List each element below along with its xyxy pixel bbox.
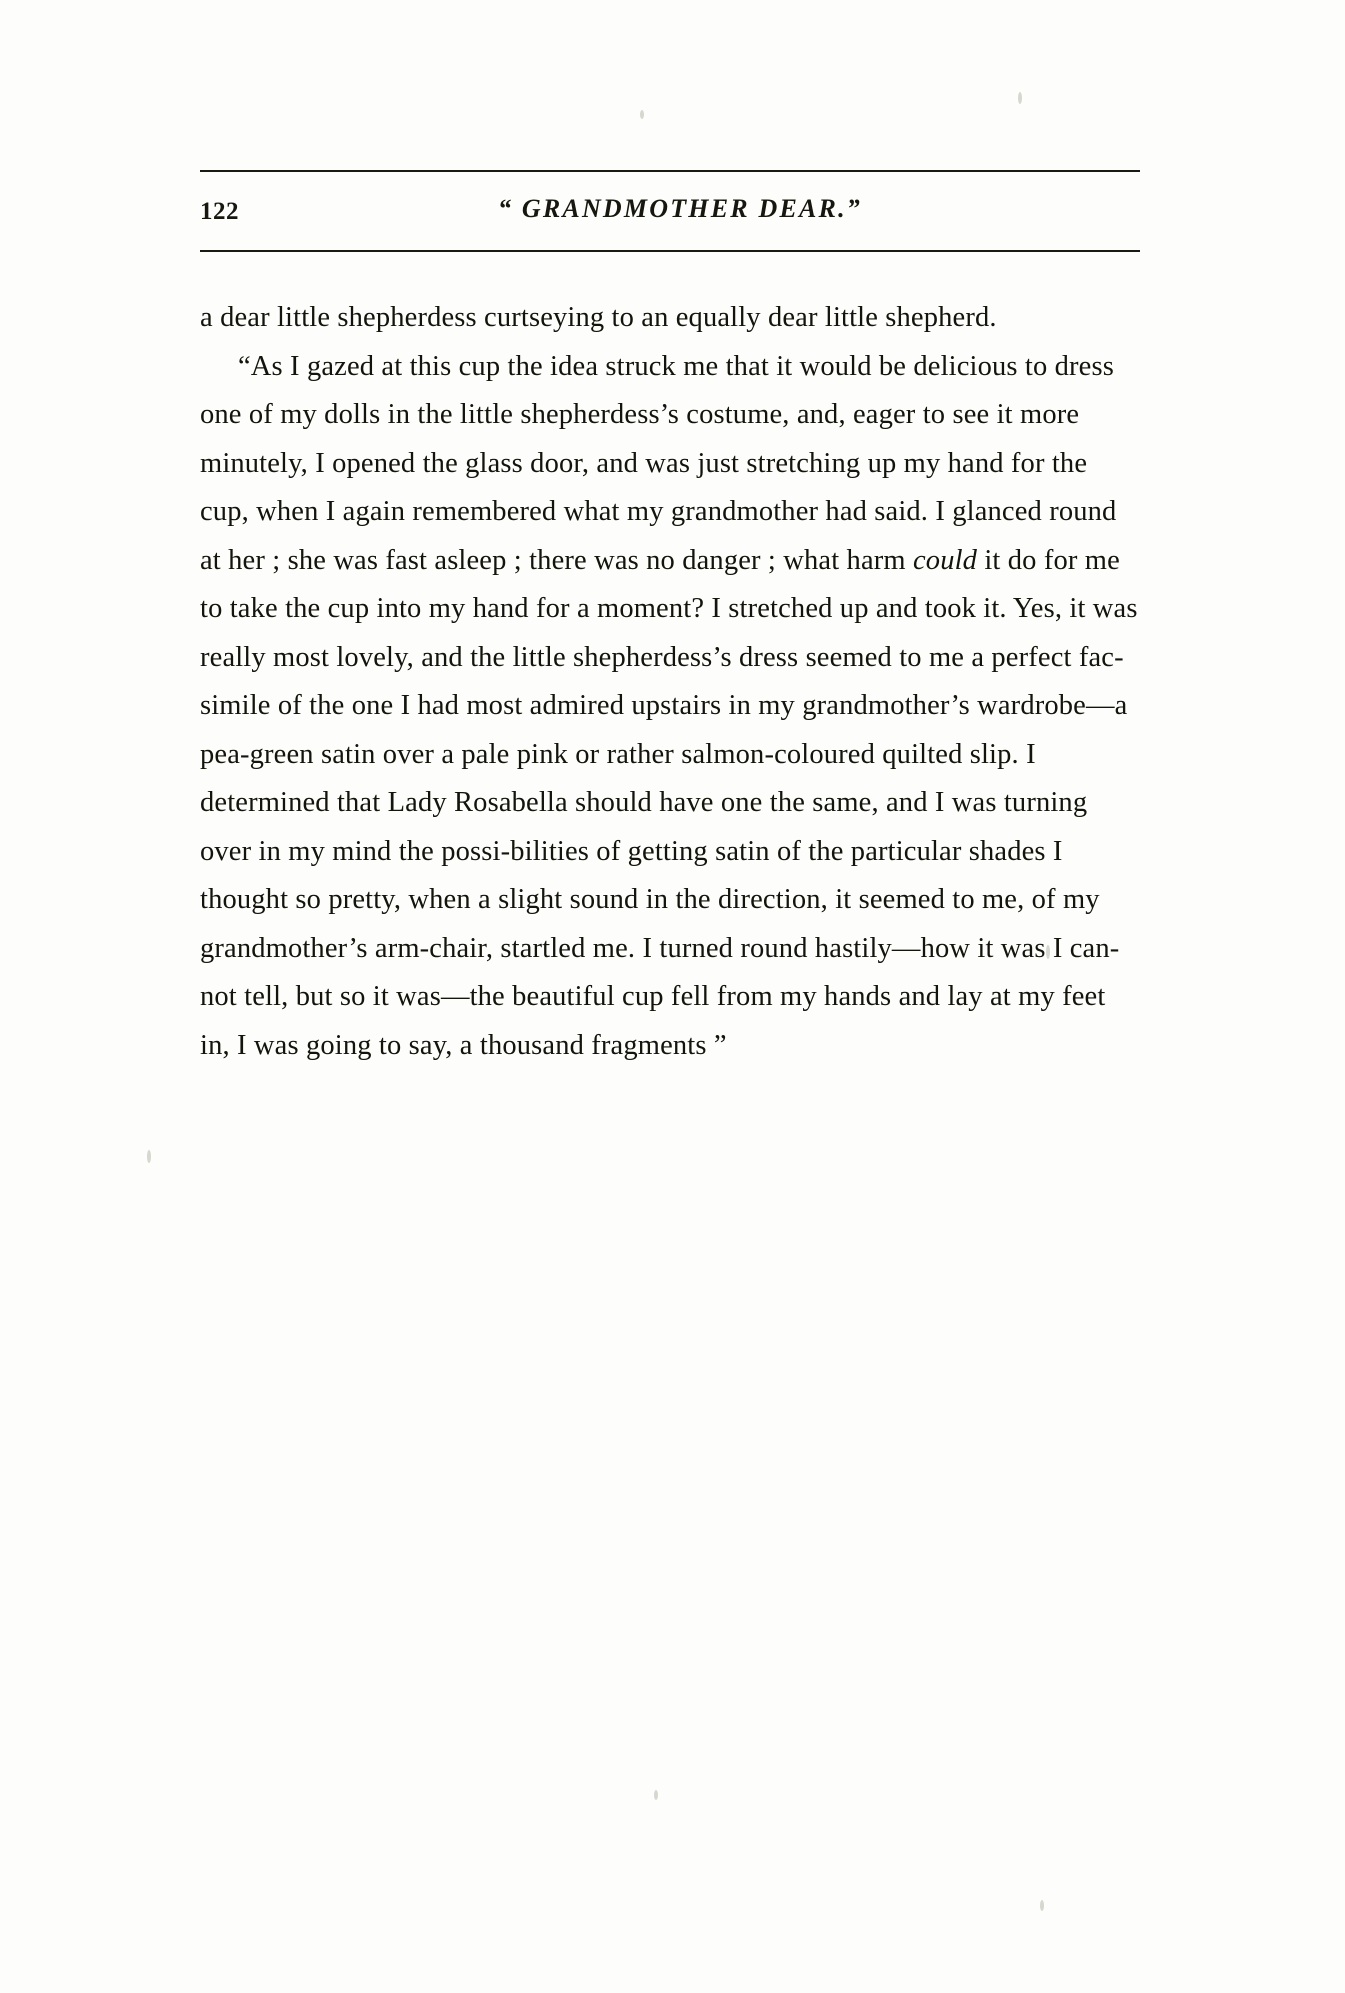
page-content [200, 170, 1140, 1070]
scan-speckle [147, 1150, 151, 1163]
body-text [200, 294, 1140, 1070]
scan-speckle [640, 110, 644, 119]
paragraph-quotation [200, 343, 1140, 1071]
running-head-title: “ GRANDMOTHER DEAR.” [498, 194, 862, 223]
quotation-part-1: “As I gazed at this cup the idea struck me that it would be delicious to dress one of my dolls in the little shepherdess’s costume, and, eager to see it more minutely, I opened the glass door, and was just stretching up my hand for the cup, when I again remembered what my grandmother had said. I glanced round at her ; she was fast asleep ; there was no danger ; what harm [200, 350, 1117, 576]
scan-speckle [1040, 1900, 1044, 1911]
header-rule-bottom [200, 250, 1140, 252]
running-header [200, 172, 1140, 250]
emphasis-could: could [913, 544, 978, 576]
scan-speckle [1018, 92, 1022, 104]
scan-speckle [654, 1790, 658, 1800]
page-number: 122 [200, 198, 239, 225]
quotation-part-2: it do for me to take the cup into my hand for a moment? I stretched up and took it. Yes, it was really most lovely, and the little shepherdess’s dress seemed to me a perfect fac-simile of the one I had most admired upstairs in my grandmother’s wardrobe—a pea-green satin over a pale pink or rather salmon-coloured quilted slip. I determined that Lady Rosabella should have one the same, and I was turning over in my mind the possi-bilities of getting satin of the particular shades I thought so pretty, when a slight sound in the direction, it seemed to me, of my grandmother’s arm-chair, startled me. I turned round hastily—how it was I can-not tell, but so it was—the beautiful cup fell from my hands and lay at my feet in, I was going to say, a thousand fragments ” [200, 544, 1138, 1061]
paragraph-continuation: a dear little shepherdess curtseying to an equally dear little shepherd. [200, 302, 997, 333]
